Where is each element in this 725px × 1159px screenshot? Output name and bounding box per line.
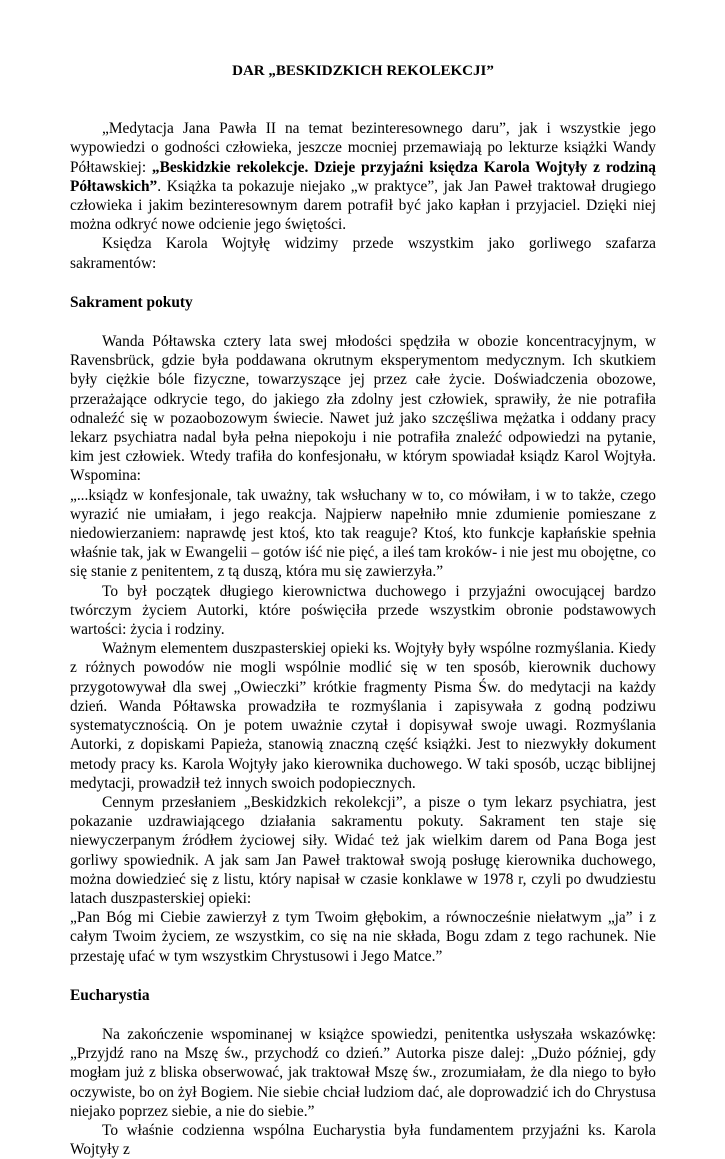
intro-text-b: . Książka ta pokazuje niejako „w praktyce”, jak Jan Paweł traktował drugiego człowieka i jakim bezinteresownym darem potrafił być jako kapłan i przyjaciel. Dzięki niej można odkryć nowe odcienie jego świętości. xyxy=(70,177,656,234)
confession-quote-1: „...ksiądz w konfesjonale, tak uważny, tak wsłuchany w to, co mówiłam, i w to także, czego wyrazić nie umiałam, i jego reakcja. Najpierw napełniło mnie zdumienie pomieszane z niedowierzaniem: naprawdę jest ktoś, kto tak reaguje? Ktoś, kto funkcje kapłańskie spełnia właśnie tak, jak w Ewangelii – gotów iść nie pięć, a ileś tam kroków- i nie jest mu obojętne, co się stanie z penitentem, z tą duszą, która mu się zawierzyła.” xyxy=(70,486,656,581)
book-title-bold: „Beskidzkie rekolekcje. Dzieje przyjaźni księdza Karola Wojtyły z rodziną Półtawskich” xyxy=(70,158,656,195)
eucharist-paragraph-2: To właśnie codzienna wspólna Eucharystia była fundamentem przyjaźni ks. Karola Wojtyły z xyxy=(70,1121,656,1159)
confession-paragraph-4: Cennym przesłaniem „Beskidzkich rekolekcji”, a pisze o tym lekarz psychiatra, jest pokazanie uzdrawiającego działania sakramentu pokuty. Sakrament ten staje się niewyczerpanym źródłem życiowej siły. Widać też jak wielkim darem od Pana Boga jest gorliwy spowiednik. A jak sam Jan Paweł traktował swoją posługę kierownika duchowego, można dowiedzieć się z listu, który napisał w czasie konklawe w 1978 r, czyli po dwudziestu latach duszpasterskiej opieki: xyxy=(70,793,656,907)
confession-quote-2: „Pan Bóg mi Ciebie zawierzył z tym Twoim głębokim, a równocześnie niełatwym „ja” i z całym Twoim życiem, ze wszystkim, co się na nie składa, Bogu zdam z tego rachunek. Nie przestaję ufać w tym wszystkim Chrystusowi i Jego Matce.” xyxy=(70,909,656,965)
intro-text-a: „Medytacja Jana Pawła II na temat bezinteresownego daru”, jak i wszystkie jego wypowiedzi o godności człowieka, jeszcze mocniej przemawiają po lekturze książki Wandy Półtawskiej: xyxy=(70,120,656,176)
eucharist-paragraph-1: Na zakończenie wspominanej w książce spowiedzi, penitentka usłyszała wskazówkę: „Przyjdź rano na Mszę św., przychodź co dzień.” Autorka pisze dalej: „Dużo później, gdy mogłam już z bliska obserwować, jak traktował Mszę św., zrozumiałam, że dla niego to było oczywiste, bo on żył Bogiem. Nie siebie chciał ludziom dać, ale doprowadzić ich do Chrystusa niejako poprzez siebie, a nie do siebie.” xyxy=(70,1025,656,1120)
document-page xyxy=(70,62,656,1159)
intro-paragraph-1 xyxy=(70,119,656,234)
confession-paragraph-2: To był początek długiego kierownictwa duchowego i przyjaźni owocującej bardzo twórczym życiem Autorki, które poświęciła przede wszystkim obronie podstawowych wartości: życia i rodziny. xyxy=(70,582,656,639)
intro-paragraph-2: Księdza Karola Wojtyłę widzimy przede wszystkim jako gorliwego szafarza sakramentów: xyxy=(70,235,656,272)
document-title: DAR „BESKIDZKICH REKOLEKCJI” xyxy=(232,63,494,79)
confession-paragraph-3: Ważnym elementem duszpasterskiej opieki ks. Wojtyły były wspólne rozmyślania. Kiedy z różnych powodów nie mogli wspólnie modlić się w ten sposób, kierownik duchowy przygotowywał dla swej „Owieczki” krótkie fragmenty Pisma Św. do medytacji na każdy dzień. Wanda Półtawska prowadziła te rozmyślania i zapisywała z godną podziwu systematycznością. On je potem uważnie czytał i dopisywał swoje uwagi. Rozmyślania Autorki, z dopiskami Papieża, stanowią znaczną część książki. Jest to niezwykły dokument metody pracy ks. Karola Wojtyły jako kierownika duchowego. W taki sposób, ucząc biblijnej medytacji, prowadził też innych swoich podopiecznych. xyxy=(70,640,656,792)
section-heading-eucharist: Eucharystia xyxy=(70,986,150,1004)
section-heading-confession: Sakrament pokuty xyxy=(70,293,193,311)
confession-paragraph-1: Wanda Półtawska cztery lata swej młodości spędziła w obozie koncentracyjnym, w Ravensbrück, gdzie była poddawana okrutnym eksperymentom medycznym. Ich skutkiem były ciężkie bóle fizyczne, towarzyszące jej przez całe życie. Doświadczenia obozowe, przerażające odkrycie tego, do jakiego zła zdolny jest człowiek, sprawiły, że nie potrafiła odnaleźć się w pozaobozowym świecie. Nawet już jako szczęśliwa mężatka i oddany pracy lekarz psychiatra nadal była pełna niepokoju i nie potrafiła znaleźć odpowiedzi na pytanie, kim jest człowiek. Wtedy trafiła do konfesjonału, w którym spowiadał ksiądz Karol Wojtyła. Wspomina: xyxy=(70,333,656,485)
